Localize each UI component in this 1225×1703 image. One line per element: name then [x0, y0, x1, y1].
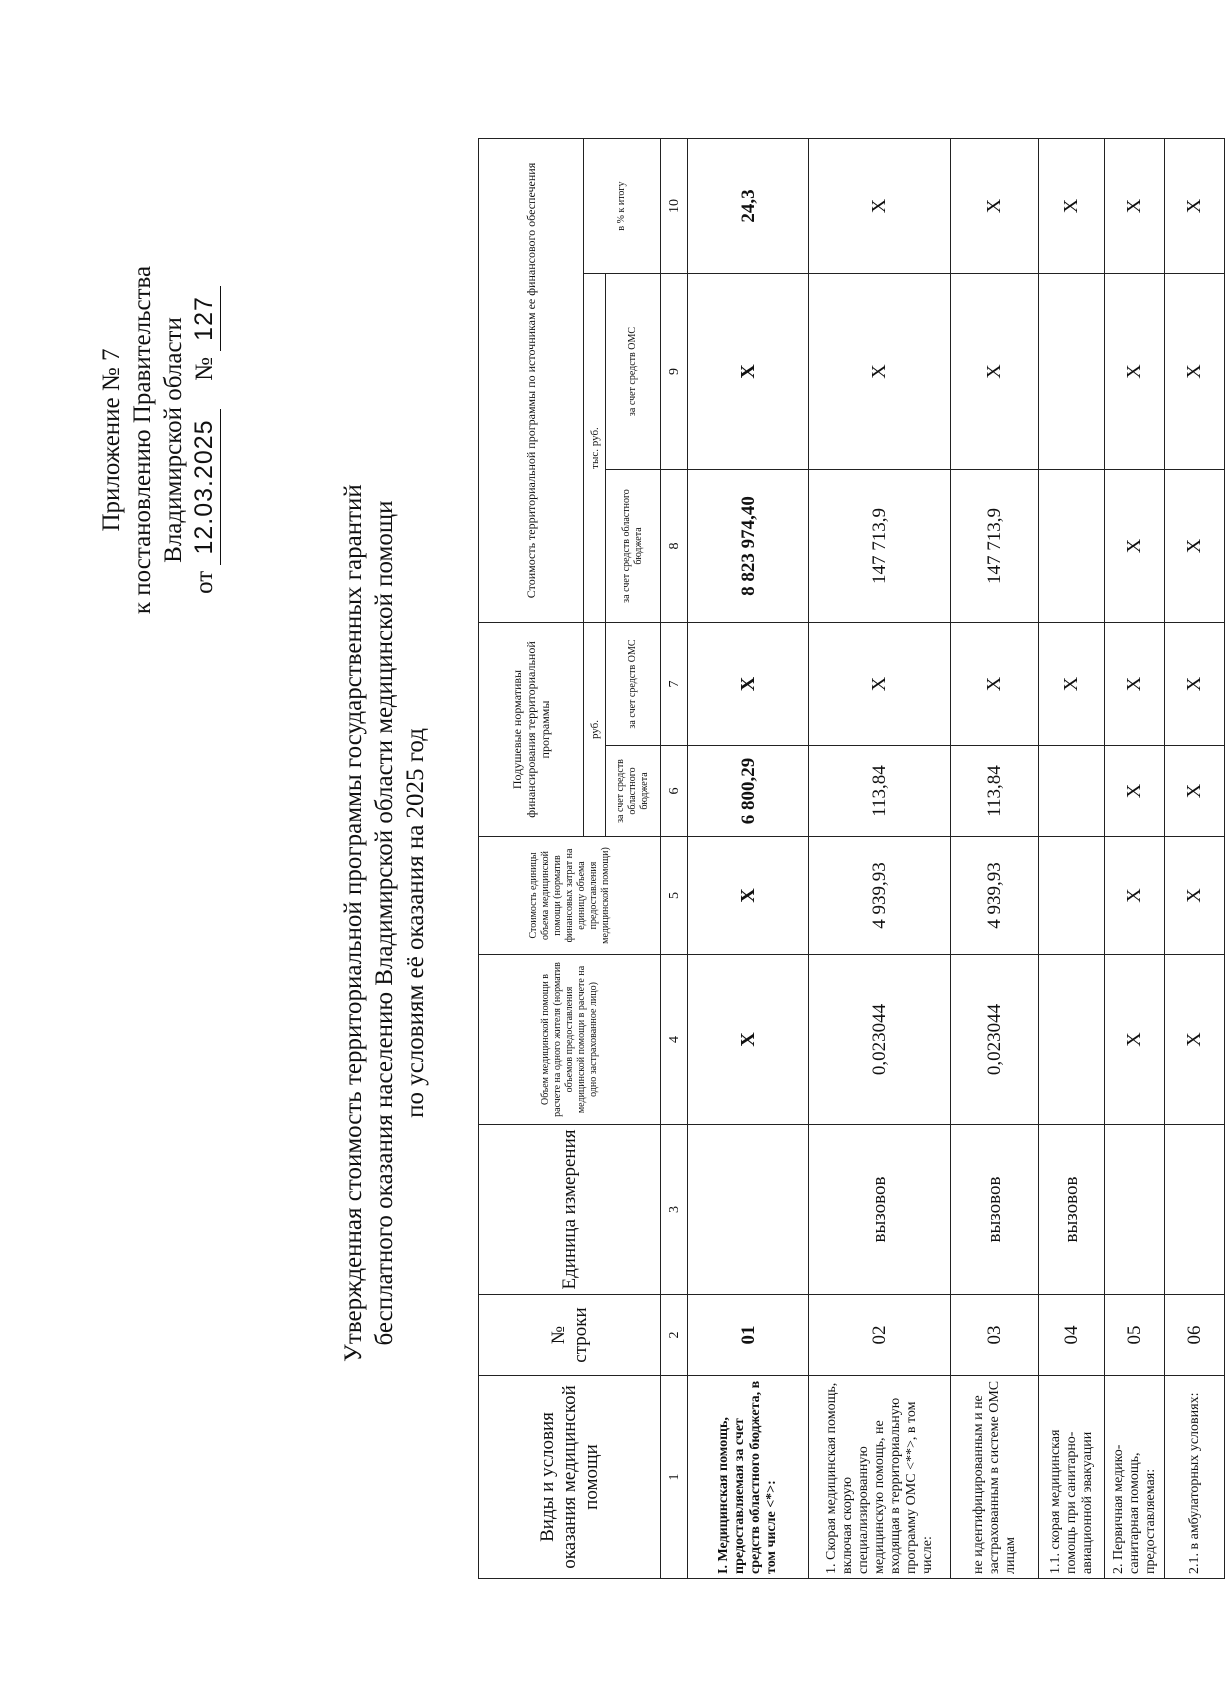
row-label: 1. Скорая медицинская помощь, включая скорую специализированную медицинскую помощь, не входящая в территориальную программу ОМС <**>, в том числе: [809, 1376, 951, 1579]
column-number: 9 [661, 274, 688, 470]
row-unit: вызовов [951, 1125, 1039, 1295]
table-row [1039, 139, 1105, 1579]
column-number: 7 [661, 623, 688, 746]
row-cost-budget: 8 823 974,40 [688, 470, 809, 623]
title-line-2: бесплатного оказания населению Владимирской области медицинской помощи [371, 500, 398, 1346]
table-row [1105, 139, 1165, 1579]
title-line-1: Утвержденная стоимость территориальной программы государственных гарантий [340, 484, 367, 1362]
table-row [1165, 139, 1225, 1579]
row-number: 03 [951, 1295, 1039, 1376]
approval-number: 127 [189, 286, 221, 351]
row-volume: 0,023044 [809, 955, 951, 1125]
row-volume [1039, 955, 1105, 1125]
column-number: 2 [661, 1295, 688, 1376]
title-line-3: по условиям её оказания на 2025 год [402, 728, 429, 1118]
row-pc-budget: 113,84 [951, 746, 1039, 837]
row-unit [1165, 1125, 1225, 1295]
row-cost-budget: 147 713,9 [809, 470, 951, 623]
header-pc-oms: за счет средств ОМС [606, 623, 661, 746]
column-number: 5 [661, 837, 688, 955]
column-number: 8 [661, 470, 688, 623]
row-cost-oms: X [1165, 274, 1225, 470]
row-pc-oms: X [688, 623, 809, 746]
row-unit-cost: X [1105, 837, 1165, 955]
row-percent: X [951, 139, 1039, 274]
row-pc-budget: X [1105, 746, 1165, 837]
row-percent: X [1105, 139, 1165, 274]
row-label: 2. Первичная медико-санитарная помощь, предоставляемая: [1105, 1376, 1165, 1579]
column-numbers-row [661, 139, 688, 1579]
row-pc-budget: 113,84 [809, 746, 951, 837]
row-unit-cost: X [688, 837, 809, 955]
row-cost-oms: X [688, 274, 809, 470]
row-label: I. Медицинская помощь, предоставляемая за счет средств областного бюджета, в том числе <*>: [688, 1376, 809, 1579]
row-pc-budget [1039, 746, 1105, 837]
row-volume: X [688, 955, 809, 1125]
from-label: от [191, 570, 218, 594]
header-unit-cost: Стоимость единицы объема медицинской помощи (норматив финансовых затрат на единицу объема предоставления медицинской помощи) [479, 837, 661, 955]
row-pc-budget: X [1165, 746, 1225, 837]
header-volume: Объем медицинской помощи в расчете на одного жителя (норматив объемов предоставления медицинской помощи в расчете на одно застрахованное лицо) [479, 955, 661, 1125]
document-title [338, 343, 431, 1503]
row-pc-budget: 6 800,29 [688, 746, 809, 837]
row-cost-oms [1039, 274, 1105, 470]
number-label: № [191, 357, 218, 381]
row-unit-cost: X [1165, 837, 1225, 955]
row-unit-cost [1039, 837, 1105, 955]
column-number: 1 [661, 1376, 688, 1579]
row-pc-oms: X [1039, 623, 1105, 746]
row-number: 06 [1165, 1295, 1225, 1376]
column-number: 6 [661, 746, 688, 837]
row-unit-cost: 4 939,93 [809, 837, 951, 955]
header-unit: Единица измерения [479, 1125, 661, 1295]
header-cost-unit: тыс. руб. [584, 274, 606, 623]
header-cost-budget: за счет средств областного бюджета [606, 470, 661, 623]
row-volume: 0,023044 [951, 955, 1039, 1125]
row-unit-cost: 4 939,93 [951, 837, 1039, 955]
row-cost-oms: X [951, 274, 1039, 470]
header-per-capita-unit: руб. [584, 623, 606, 837]
row-pc-oms: X [1165, 623, 1225, 746]
header-per-capita: Подушевые нормативы финансирования территориальной программы [479, 623, 584, 837]
row-percent: X [809, 139, 951, 274]
header-cost-oms: за счет средств ОМС [606, 274, 661, 470]
row-number: 04 [1039, 1295, 1105, 1376]
row-label: не идентифицированным и не застрахованным в системе ОМС лицам [951, 1376, 1039, 1579]
approval-line-3: Владимирской области [160, 317, 187, 563]
header-program-cost: Стоимость территориальной программы по источникам ее финансового обеспечения [479, 139, 584, 623]
row-pc-oms: X [1105, 623, 1165, 746]
column-number: 4 [661, 955, 688, 1125]
header-percent: в % к итогу [584, 139, 661, 274]
row-number: 05 [1105, 1295, 1165, 1376]
header-pc-budget: за счет средств областного бюджета [606, 746, 661, 837]
table-row [951, 139, 1039, 1579]
approval-date: 12.03.2025 [189, 409, 221, 564]
column-number: 10 [661, 139, 688, 274]
row-cost-budget: 147 713,9 [951, 470, 1039, 623]
row-unit [1105, 1125, 1165, 1295]
row-unit: вызовов [809, 1125, 951, 1295]
approval-line-1: Приложение № 7 [98, 348, 125, 532]
row-label: 2.1. в амбулаторных условиях: [1165, 1376, 1225, 1579]
row-number: 01 [688, 1295, 809, 1376]
row-unit [688, 1125, 809, 1295]
row-label: 1.1. скорая медицинская помощь при санитарно-авиационной эвакуации [1039, 1376, 1105, 1579]
row-percent: X [1165, 139, 1225, 274]
column-number: 3 [661, 1125, 688, 1295]
row-unit: вызовов [1039, 1125, 1105, 1295]
header-kinds: Виды и условия оказания медицинской помощи [479, 1376, 661, 1579]
row-pc-oms: X [951, 623, 1039, 746]
row-percent: 24,3 [688, 139, 809, 274]
cost-table [478, 138, 1225, 1579]
approval-block [96, 110, 221, 770]
row-volume: X [1165, 955, 1225, 1125]
row-cost-oms: X [1105, 274, 1165, 470]
table-row [809, 139, 951, 1579]
row-pc-oms: X [809, 623, 951, 746]
row-number: 02 [809, 1295, 951, 1376]
row-percent: X [1039, 139, 1105, 274]
row-volume: X [1105, 955, 1165, 1125]
header-row-number: № строки [479, 1295, 661, 1376]
row-cost-budget: X [1165, 470, 1225, 623]
table-row [688, 139, 809, 1579]
row-cost-budget: X [1105, 470, 1165, 623]
approval-line-2: к постановлению Правительства [129, 265, 156, 615]
row-cost-oms: X [809, 274, 951, 470]
row-cost-budget [1039, 470, 1105, 623]
approval-date-line [189, 110, 221, 770]
